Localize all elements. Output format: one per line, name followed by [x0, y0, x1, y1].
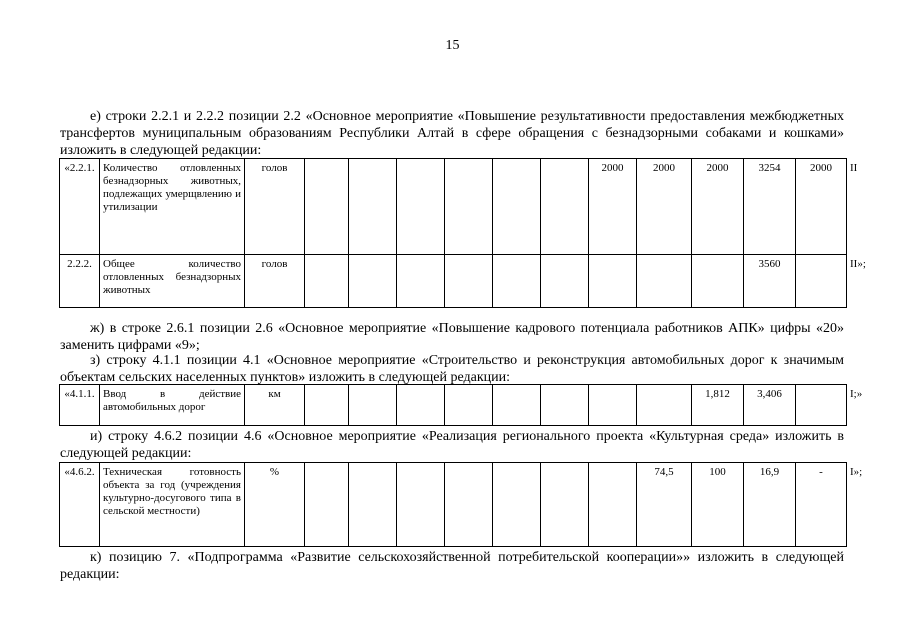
paragraph-zh: ж) в строке 2.6.1 позиции 2.6 «Основное мероприятие «Повышение кадрового потенциала работников АПК» цифры «20» заменить цифрами «9»; [60, 321, 844, 353]
value-cell: 3560 [744, 255, 796, 308]
value-cell: 2000 [692, 159, 744, 255]
indicator-name: Техническая готовность объекта за год (учреждения культурно-досугового типа в сельской местности) [100, 463, 245, 547]
value-cell [493, 385, 541, 426]
paragraph-z: з) строку 4.1.1 позиции 4.1 «Основное мероприятие «Строительство и реконструкция автомобильных дорог к значимым объектам сельских населенных пунктов» изложить в следующей редакции: [60, 353, 844, 385]
paragraph-k: к) позицию 7. «Подпрограмма «Развитие сельскохозяйственной потребительской кооперации»» изложить в следующей редакции: [60, 550, 844, 582]
value-cell [796, 255, 847, 308]
value-cell [589, 463, 637, 547]
value-cell: 100 [692, 463, 744, 547]
table-row: «2.2.1. Количество отловленных безнадзорных животных, подлежащих умерщвлению и утилизации голов 2000 2000 2000 3254 2000 II [60, 159, 847, 255]
value-cell [637, 385, 692, 426]
table-row-4-1-1 [59, 384, 863, 426]
value-cell [349, 385, 397, 426]
value-cell [445, 159, 493, 255]
value-cell: 16,9 [744, 463, 796, 547]
value-cell [445, 255, 493, 308]
table-row: «4.1.1. Ввод в действие автомобильных дорог км 1,812 3,406 I;» [60, 385, 847, 426]
value-cell [397, 255, 445, 308]
value-cell [589, 385, 637, 426]
table-row-4-6-2 [59, 462, 863, 547]
value-cell: 74,5 [637, 463, 692, 547]
value-cell [397, 385, 445, 426]
value-cell [637, 255, 692, 308]
row-number: «4.6.2. [60, 463, 100, 547]
value-cell [541, 159, 589, 255]
unit: км [245, 385, 305, 426]
value-cell [541, 255, 589, 308]
page-number: 15 [445, 38, 460, 53]
value-cell [692, 255, 744, 308]
value-cell [541, 385, 589, 426]
value-cell [349, 159, 397, 255]
row-number: 2.2.2. [60, 255, 100, 308]
row-number: «4.1.1. [60, 385, 100, 426]
value-cell: 2000 [796, 159, 847, 255]
value-cell: 1,812 [692, 385, 744, 426]
value-cell [349, 255, 397, 308]
table-row: 2.2.2. Общее количество отловленных безнадзорных животных голов 3560 II»; [60, 255, 847, 308]
value-cell [305, 159, 349, 255]
indicator-name: Количество отловленных безнадзорных животных, подлежащих умерщвлению и утилизации [100, 159, 245, 255]
value-cell [445, 385, 493, 426]
value-cell [541, 463, 589, 547]
value-cell [305, 385, 349, 426]
table-row: «4.6.2. Техническая готовность объекта за год (учреждения культурно-досугового типа в сельской местности) % 74,5 100 16,9 - I»; [60, 463, 847, 547]
paragraph-i: и) строку 4.6.2 позиции 4.6 «Основное мероприятие «Реализация регионального проекта «Культурная среда» изложить в следующей редакции: [60, 429, 844, 461]
value-cell [589, 255, 637, 308]
value-cell: 2000 [637, 159, 692, 255]
value-cell [493, 463, 541, 547]
value-cell [493, 159, 541, 255]
unit: голов [245, 159, 305, 255]
value-cell [397, 159, 445, 255]
indicator-name: Общее количество отловленных безнадзорных животных [100, 255, 245, 308]
value-cell [305, 255, 349, 308]
value-cell: - [796, 463, 847, 547]
unit: % [245, 463, 305, 547]
value-cell [493, 255, 541, 308]
row-number: «2.2.1. [60, 159, 100, 255]
table-row-2-2 [59, 158, 866, 308]
value-cell [796, 385, 847, 426]
paragraph-e: е) строки 2.2.1 и 2.2.2 позиции 2.2 «Основное мероприятие «Повышение результативности предоставления межбюджетных трансфертов муниципальным образованиям Республики Алтай в сфере обращения с безнадзорными собаками и кошками» изложить в следующей редакции: [60, 109, 844, 158]
value-cell [445, 463, 493, 547]
value-cell [397, 463, 445, 547]
value-cell: 3254 [744, 159, 796, 255]
value-cell: 2000 [589, 159, 637, 255]
indicator-name: Ввод в действие автомобильных дорог [100, 385, 245, 426]
unit: голов [245, 255, 305, 308]
value-cell [349, 463, 397, 547]
value-cell [305, 463, 349, 547]
value-cell: 3,406 [744, 385, 796, 426]
